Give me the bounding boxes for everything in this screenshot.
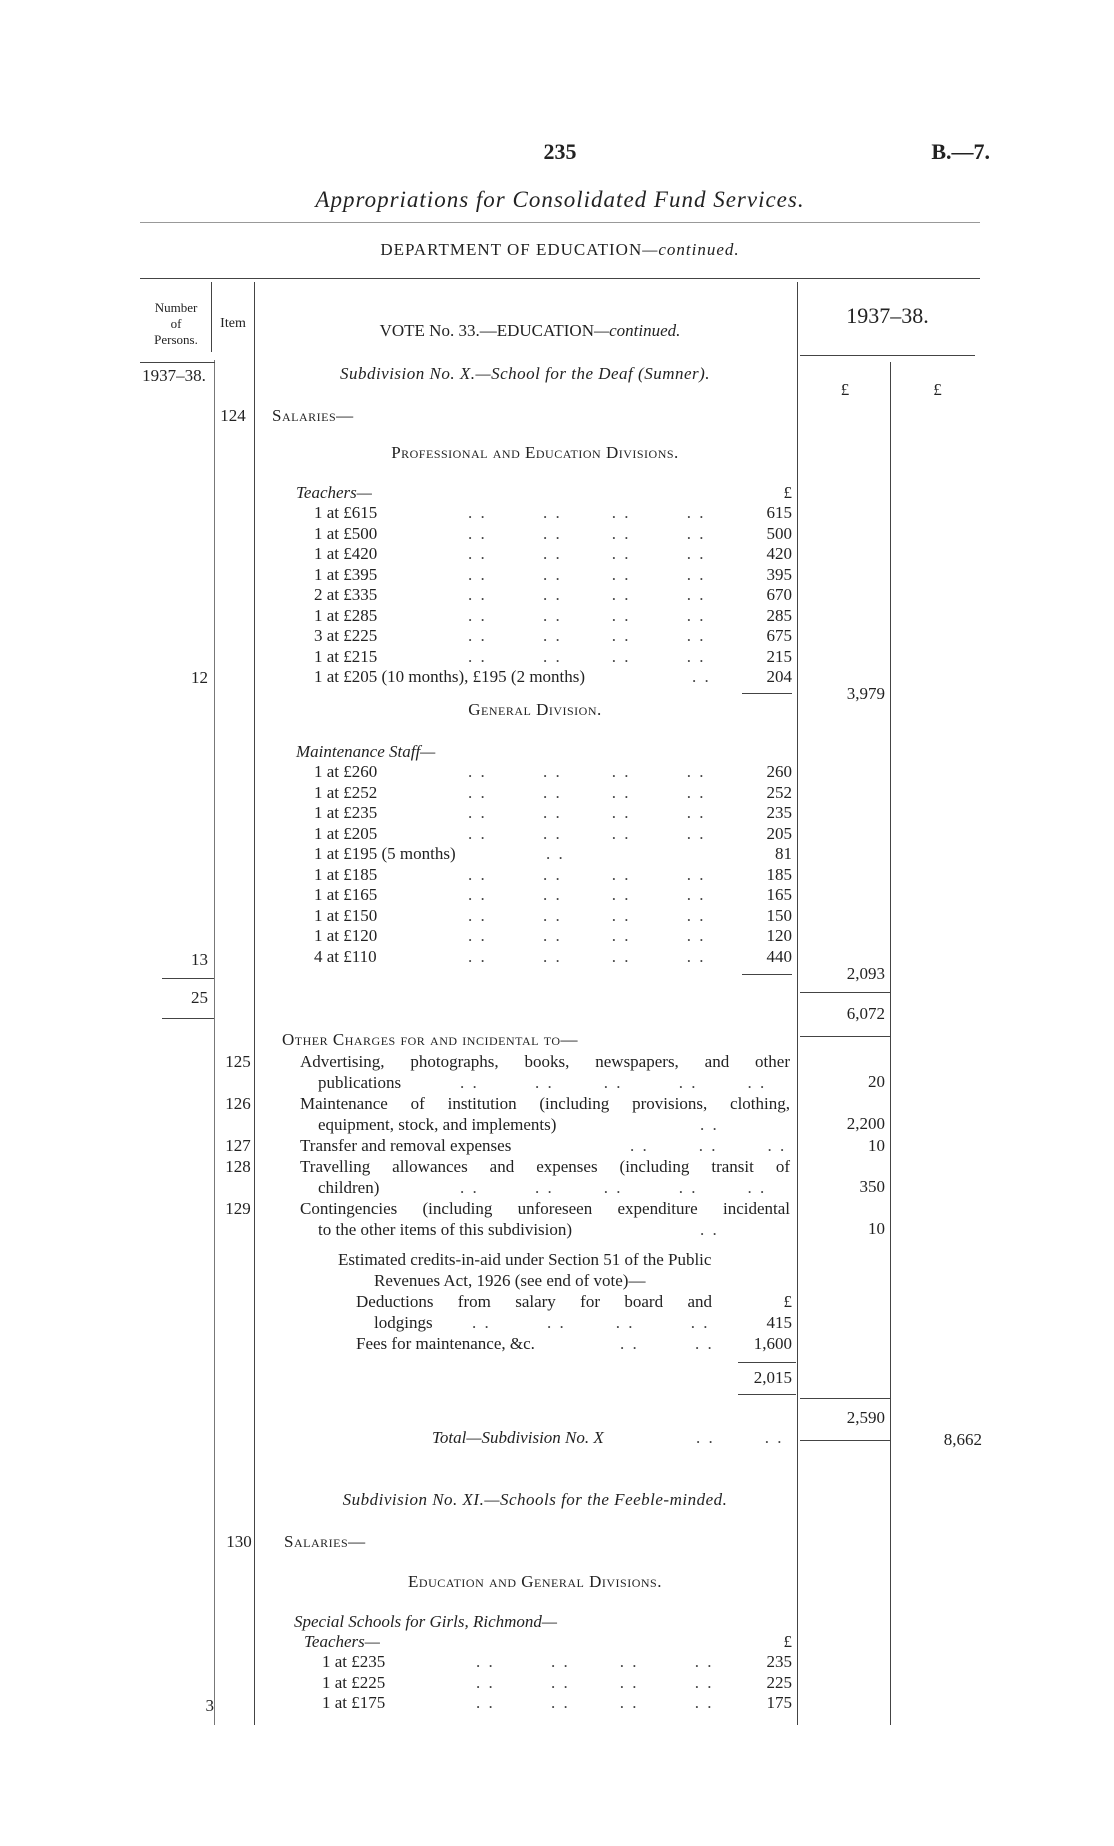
title-rule <box>140 222 980 223</box>
charge-amount: 2,200 <box>846 1114 885 1133</box>
line-item-amount: 395 <box>766 564 792 584</box>
deduction-amount: 415 <box>766 1313 792 1332</box>
general-division-heading: General Division. <box>468 700 602 719</box>
line-item-amount: 500 <box>766 523 792 543</box>
leader-dots: . . . . . . . . . . <box>460 1178 767 1197</box>
line-item-amount: 670 <box>766 585 792 604</box>
leader-dots: . . . . . . . . <box>472 1313 710 1332</box>
other-total-rule <box>800 1440 890 1441</box>
total-label: Total—Subdivision No. X <box>432 1428 604 1447</box>
line-item-label: 4 at £110 <box>314 946 377 966</box>
persons-header-line: of <box>170 316 182 331</box>
persons-head-rule <box>140 362 215 363</box>
charge-description: Transfer and removal expenses <box>300 1136 512 1155</box>
line-item-label: 2 at £335 <box>314 585 378 604</box>
education-division-heading: Education and General Divisions. <box>408 1572 662 1591</box>
charge-amount: 350 <box>859 1177 885 1196</box>
line-item-amount: 215 <box>766 646 792 666</box>
salaries-heading: Salaries— <box>284 1532 366 1551</box>
year-split-rule <box>890 362 891 1725</box>
charge-description: to the other items of this subdivision) <box>318 1220 573 1239</box>
teachers-label: Teachers— <box>296 483 372 502</box>
year-head-rule <box>800 355 975 356</box>
amount-column-rule <box>797 282 798 1725</box>
deduction-line: Deductions from salary for board and <box>356 1292 712 1311</box>
pound-symbol-col2: £ <box>933 380 942 399</box>
leader-dots: . . . . . . . . <box>468 803 706 822</box>
department-heading <box>290 240 830 260</box>
line-item-label: 1 at £285 <box>314 605 378 625</box>
year-header: 1937–38. <box>846 303 929 328</box>
line-item-label: 1 at £225 <box>322 1672 386 1692</box>
salaries-total-rule <box>800 992 890 993</box>
persons-total-rule <box>162 1018 214 1019</box>
pound-symbol: £ <box>783 1292 792 1311</box>
salaries-heading: Salaries— <box>272 406 354 425</box>
item-column-header: Item <box>220 316 246 331</box>
line-item-amount: 225 <box>766 1672 792 1692</box>
vote-suffix: —continued. <box>593 321 681 340</box>
teachers-total: 3,979 <box>846 684 885 703</box>
leader-dots: . . . . . . . . <box>476 1652 714 1671</box>
page-title: Appropriations for Consolidated Fund Services. <box>315 187 805 212</box>
vote-title: VOTE No. 33.—EDUCATION <box>379 321 594 340</box>
charge-description: children) <box>318 1178 380 1197</box>
item-number: 130 <box>226 1532 252 1551</box>
document-reference: B.—7. <box>931 139 990 164</box>
teachers-label: Teachers— <box>304 1632 380 1651</box>
item-number: 126 <box>225 1094 251 1113</box>
line-item-amount: 420 <box>766 544 792 563</box>
charge-description: Maintenance of institution (including provisions, clothing, <box>300 1094 790 1113</box>
leader-dots: . . . . . . . . <box>468 762 706 781</box>
persons-count: 3 <box>205 1696 214 1715</box>
line-item-amount: 440 <box>766 946 792 966</box>
line-item-amount: 235 <box>766 1652 792 1671</box>
line-item-amount: 615 <box>766 503 792 522</box>
pound-symbol-col1: £ <box>840 380 850 399</box>
item-number: 127 <box>225 1136 251 1155</box>
line-item-amount: 185 <box>766 864 792 884</box>
credits-rule <box>738 1394 796 1395</box>
line-item-label: 1 at £205 <box>314 823 378 843</box>
line-item-label: 1 at £235 <box>322 1652 386 1671</box>
other-charges-total: 2,590 <box>846 1408 885 1427</box>
leader-dots: . . . . . . . . <box>476 1693 714 1712</box>
leader-dots: . . . . . . . . <box>468 503 706 522</box>
persons-header-line: Persons. <box>154 332 198 347</box>
item-number: 128 <box>225 1157 251 1176</box>
line-item-label: 1 at £120 <box>314 926 378 945</box>
charge-description: Contingencies (including unforeseen expenditure incidental <box>300 1199 790 1218</box>
leader-dots: . . . . . . . . <box>468 646 706 666</box>
persons-total: 25 <box>191 988 208 1007</box>
other-total-rule <box>800 1398 890 1399</box>
charge-description: publications <box>318 1073 402 1092</box>
charge-amount: 10 <box>868 1219 885 1238</box>
charge-amount: 10 <box>868 1136 885 1155</box>
line-item-label: 1 at £195 (5 months) <box>314 844 456 863</box>
line-item-label: 1 at £150 <box>314 905 378 925</box>
line-item-label: 1 at £500 <box>314 523 378 543</box>
leader-dots: . . <box>700 1115 719 1134</box>
salaries-total: 6,072 <box>846 1004 885 1023</box>
leader-dots: . . . . . . . . . . <box>460 1073 767 1092</box>
leader-dots: . . . . <box>696 1428 784 1447</box>
line-item-amount: 81 <box>775 844 792 863</box>
maintenance-total: 2,093 <box>846 964 885 983</box>
leader-dots: . . . . . . . . <box>468 885 706 904</box>
leader-dots: . . . . . . . . <box>468 782 706 802</box>
pound-symbol: £ <box>783 483 792 502</box>
line-item-amount: 120 <box>766 926 792 945</box>
leader-dots: . . . . <box>620 1334 714 1353</box>
persons-subtotal-rule <box>162 978 214 979</box>
leader-dots: . . . . . . . . <box>468 926 706 945</box>
fees-amount: 1,600 <box>753 1334 792 1353</box>
credits-line: Revenues Act, 1926 (see end of vote)— <box>374 1271 646 1290</box>
subtotal-rule <box>742 974 792 975</box>
other-charges-heading: Other Charges for and incidental to— <box>282 1030 579 1049</box>
line-item-amount: 175 <box>766 1693 792 1712</box>
persons-header-line: Number <box>154 300 198 315</box>
leader-dots: . . . . . . . . <box>468 544 706 563</box>
charge-description: Travelling allowances and expenses (including transit of <box>300 1157 790 1176</box>
leader-dots: . . . . . . . . <box>468 605 706 625</box>
page-number: 235 <box>543 139 577 164</box>
maintenance-staff-label: Maintenance Staff— <box>296 742 436 761</box>
persons-year: 1937–38. <box>142 366 206 385</box>
line-item-label: 1 at £185 <box>314 864 378 884</box>
line-item-label: 1 at £420 <box>314 544 378 563</box>
special-schools-label: Special Schools for Girls, Richmond— <box>294 1612 558 1631</box>
subdivision-x-heading: Subdivision No. X.—School for the Deaf (Sumner). <box>339 364 711 383</box>
line-item-label: 1 at £252 <box>314 782 378 802</box>
salaries-total-rule <box>800 1036 890 1037</box>
charge-description: Advertising, photographs, books, newspapers, and other <box>300 1052 790 1071</box>
line-item-amount: 150 <box>766 905 792 925</box>
persons-count: 13 <box>191 950 208 969</box>
leader-dots: . . . . . . . . <box>468 585 706 604</box>
leader-dots: . . . . . . . . <box>468 523 706 543</box>
table-top-rule <box>140 278 980 279</box>
line-item-amount: 165 <box>766 885 792 904</box>
item-number: 129 <box>225 1199 251 1218</box>
fees-label: Fees for maintenance, &c. <box>356 1334 535 1353</box>
line-item-label: 3 at £225 <box>314 626 378 645</box>
deduction-line: lodgings <box>374 1313 433 1332</box>
subdivision-xi-heading: Subdivision No. XI.—Schools for the Feeble-minded. <box>342 1490 728 1509</box>
credits-rule <box>738 1362 796 1363</box>
department-suffix: —continued. <box>642 240 740 259</box>
leader-dots: . . <box>700 1220 719 1239</box>
item-number: 125 <box>225 1052 251 1071</box>
leader-dots: . . . . . . <box>630 1136 787 1155</box>
pound-symbol: £ <box>783 1632 792 1651</box>
leader-dots: . . . . . . . . <box>468 946 706 966</box>
line-item-amount: 235 <box>766 803 792 822</box>
leader-dots: . . <box>692 667 711 686</box>
charge-amount: 20 <box>868 1072 885 1091</box>
line-item-amount: 204 <box>766 667 792 686</box>
subtotal-rule <box>742 693 792 694</box>
leader-dots: . . . . . . . . <box>468 626 706 645</box>
persons-column-header <box>140 300 212 348</box>
line-item-label: 1 at £615 <box>314 503 378 522</box>
line-item-label: 1 at £235 <box>314 803 378 822</box>
line-item-amount: 285 <box>766 605 792 625</box>
item-column-rule <box>254 282 255 1725</box>
leader-dots: . . . . . . . . <box>468 564 706 584</box>
subdivision-total: 8,662 <box>943 1430 982 1449</box>
line-item-label: 1 at £205 (10 months), £195 (2 months) <box>314 667 586 686</box>
item-number: 124 <box>220 406 246 425</box>
line-item-amount: 675 <box>766 626 792 645</box>
line-item-label: 1 at £175 <box>322 1693 386 1712</box>
credits-total: 2,015 <box>753 1368 792 1387</box>
line-item-amount: 205 <box>766 823 792 843</box>
leader-dots: . . . . . . . . <box>476 1672 714 1692</box>
persons-count: 12 <box>191 668 208 687</box>
vote-heading <box>300 321 760 341</box>
leader-dots: . . . . . . . . <box>468 864 706 884</box>
leader-dots: . . <box>546 844 565 863</box>
leader-dots: . . . . . . . . <box>468 823 706 843</box>
persons-column-rule-lower <box>214 360 215 1725</box>
professional-division-heading: Professional and Education Divisions. <box>391 443 679 462</box>
leader-dots: . . . . . . . . <box>468 905 706 925</box>
line-item-label: 1 at £395 <box>314 564 378 584</box>
department-name: DEPARTMENT OF EDUCATION <box>380 240 643 259</box>
line-item-label: 1 at £260 <box>314 762 378 781</box>
line-item-label: 1 at £215 <box>314 646 378 666</box>
credits-line: Estimated credits-in-aid under Section 51 of the Public <box>338 1250 712 1269</box>
line-item-amount: 252 <box>766 782 792 802</box>
line-item-amount: 260 <box>766 762 792 781</box>
line-item-label: 1 at £165 <box>314 885 378 904</box>
charge-description: equipment, stock, and implements) <box>318 1115 557 1134</box>
